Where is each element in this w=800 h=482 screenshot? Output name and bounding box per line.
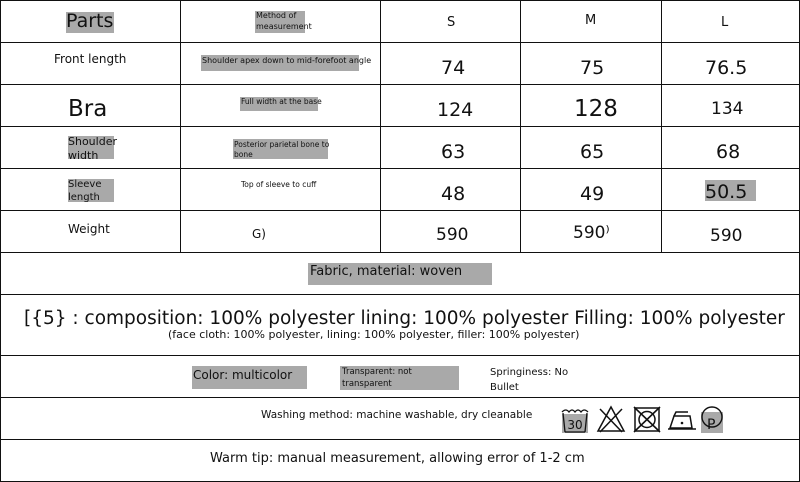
part-weight: Weight <box>68 222 110 236</box>
grid-line <box>0 210 800 211</box>
no-tumble-dry-icon <box>632 404 662 434</box>
value-m: 49 <box>580 183 605 205</box>
grid-line <box>0 0 1 482</box>
grid-line <box>380 0 381 252</box>
springiness-label: Springiness: No <box>490 367 569 378</box>
grid-line <box>0 294 800 295</box>
grid-line <box>0 42 800 43</box>
method-bra: Full width at the base <box>241 97 322 106</box>
value-m: 75 <box>580 57 605 79</box>
value-s: 124 <box>437 99 474 121</box>
value-l: 50.5 <box>705 181 748 203</box>
dry-clean-letter: P <box>707 417 716 433</box>
grid-line <box>520 0 521 252</box>
wash-30-icon <box>560 404 590 434</box>
method-weight: G) <box>252 227 266 241</box>
value-s: 590 <box>436 225 469 245</box>
value-m: 590⁾ <box>573 223 610 243</box>
value-s: 48 <box>441 183 466 205</box>
value-l: 76.5 <box>705 57 748 79</box>
fabric-label: Fabric, material: woven <box>310 264 463 279</box>
part-sleeve-length: Sleeve length <box>68 179 102 203</box>
header-size-m: M <box>585 13 597 28</box>
transparent-label: Transparent: not transparent <box>342 367 412 389</box>
grid-line <box>0 168 800 169</box>
header-parts: Parts <box>66 10 114 32</box>
part-shoulder-width: Shoulder width <box>68 135 117 163</box>
value-l: 590 <box>710 226 743 246</box>
composition-sub: (face cloth: 100% polyester, lining: 100% polyester, filler: 100% polyester) <box>168 328 580 341</box>
header-size-l: L <box>721 15 729 30</box>
method-shoulder-width: Posterior parietal bone to bone <box>234 140 330 159</box>
grid-line <box>0 439 800 440</box>
wash-temp: 30 <box>567 418 583 432</box>
grid-line <box>0 252 800 253</box>
grid-line <box>180 0 181 252</box>
value-s: 63 <box>441 141 466 163</box>
value-l: 68 <box>716 141 741 163</box>
warm-tip: Warm tip: manual measurement, allowing error of 1-2 cm <box>210 451 585 466</box>
part-bra: Bra <box>68 96 108 122</box>
grid-line <box>0 126 800 127</box>
dry-clean-p-icon <box>700 404 726 434</box>
iron-icon <box>666 404 698 434</box>
care-icons <box>560 404 730 436</box>
value-l: 134 <box>711 99 744 119</box>
header-method: Method of measurement <box>256 11 312 31</box>
color-label: Color: multicolor <box>193 368 293 382</box>
header-size-s: S <box>447 15 456 30</box>
method-sleeve-length: Top of sleeve to cuff <box>241 180 317 189</box>
value-s: 74 <box>441 57 466 79</box>
composition-main: [{5} : composition: 100% polyester lining: 100% polyester Filling: 100% polyester <box>24 308 785 329</box>
grid-line <box>661 0 662 252</box>
grid-line <box>0 84 800 85</box>
springiness-extra: Bullet <box>490 382 519 393</box>
value-m: 128 <box>574 96 618 122</box>
washing-method: Washing method: machine washable, dry cleanable <box>261 409 533 421</box>
method-front-length: Shoulder apex down to mid-forefoot angle <box>202 56 372 65</box>
grid-line <box>0 355 800 356</box>
no-bleach-icon <box>596 404 626 434</box>
part-front-length: Front length <box>54 52 127 66</box>
grid-line <box>0 0 800 1</box>
value-m: 65 <box>580 141 605 163</box>
grid-line <box>0 397 800 398</box>
